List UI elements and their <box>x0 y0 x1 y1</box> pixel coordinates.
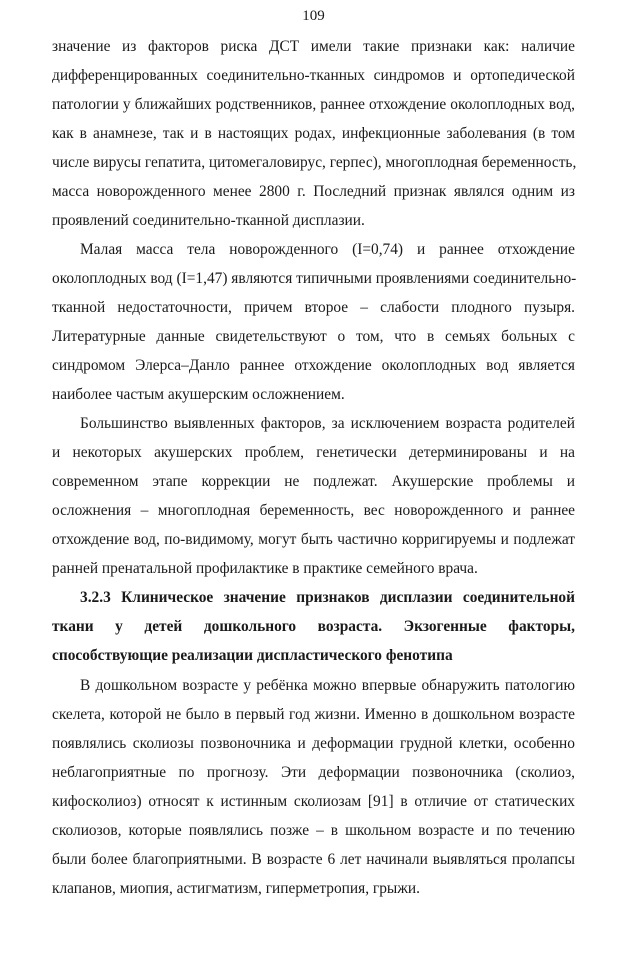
text-line: В дошкольном возрасте у ребёнка можно впервые обнаружить патологию <box>80 677 575 694</box>
text-line: были более благоприятными. В возрасте 6 лет начинали выявляться пролапсы <box>52 851 575 868</box>
text-line: Малая масса тела новорожденного (I=0,74) и раннее отхождение <box>80 241 575 258</box>
section-heading-line: 3.2.3 Клиническое значение признаков дисплазии соединительной <box>80 589 575 606</box>
text-line: дифференцированных соединительно-тканных синдромов и ортопедической <box>52 67 575 84</box>
text-line: наиболее частым акушерским осложнением. <box>52 386 345 403</box>
text-line: скелета, которой не было в первый год жизни. Именно в дошкольном возрасте <box>52 706 575 723</box>
text-line: отхождение вод, по-видимому, могут быть частично корригируемы и подлежат <box>52 531 575 548</box>
text-line: проявлений соединительно-тканной дисплазии. <box>52 212 365 229</box>
page-number: 109 <box>302 8 325 24</box>
text-line: современном этапе коррекции не подлежат. Акушерские проблемы и <box>52 473 575 490</box>
section-heading-line: ткани у детей дошкольного возраста. Экзогенные факторы, <box>52 618 575 635</box>
text-line: неблагоприятные по прогнозу. Эти деформации позвоночника (сколиоз, <box>52 764 575 781</box>
text-line: и некоторых акушерских проблем, генетически детерминированы и на <box>52 444 575 461</box>
text-line: осложнения – многоплодная беременность, вес новорожденного и раннее <box>52 502 575 519</box>
text-line: Большинство выявленных факторов, за исключением возраста родителей <box>80 415 575 432</box>
section-heading-line: способствующие реализации диспластического фенотипа <box>52 647 453 664</box>
text-line: синдромом Элерса–Данло раннее отхождение околоплодных вод является <box>52 357 575 374</box>
text-line: клапанов, миопия, астигматизм, гиперметропия, грыжи. <box>52 880 420 897</box>
text-line: появлялись сколиозы позвоночника и деформации грудной клетки, особенно <box>52 735 575 752</box>
text-line: числе вирусы гепатита, цитомегаловирус, герпес), многоплодная беременность, <box>52 154 577 171</box>
text-line: масса новорожденного менее 2800 г. Последний признак являлся одним из <box>52 183 575 200</box>
text-line: сколиозов, которые появлялись позже – в школьном возрасте и по течению <box>52 822 575 839</box>
text-line: тканной недостаточности, причем второе – слабости плодного пузыря. <box>52 299 575 316</box>
text-line: как в анамнезе, так и в настоящих родах, инфекционные заболевания (в том <box>52 125 575 142</box>
text-line: Литературные данные свидетельствуют о том, что в семьях больных с <box>52 328 575 345</box>
text-line: околоплодных вод (I=1,47) являются типичными проявлениями соединительно- <box>52 270 577 287</box>
text-line: ранней пренатальной профилактике в практике семейного врача. <box>52 560 478 577</box>
text-line: кифосколиоз) относят к истинным сколиозам [91] в отличие от статических <box>52 793 575 810</box>
text-line: патологии у ближайших родственников, раннее отхождение околоплодных вод, <box>52 96 575 113</box>
text-line: значение из факторов риска ДСТ имели такие признаки как: наличие <box>52 38 575 55</box>
